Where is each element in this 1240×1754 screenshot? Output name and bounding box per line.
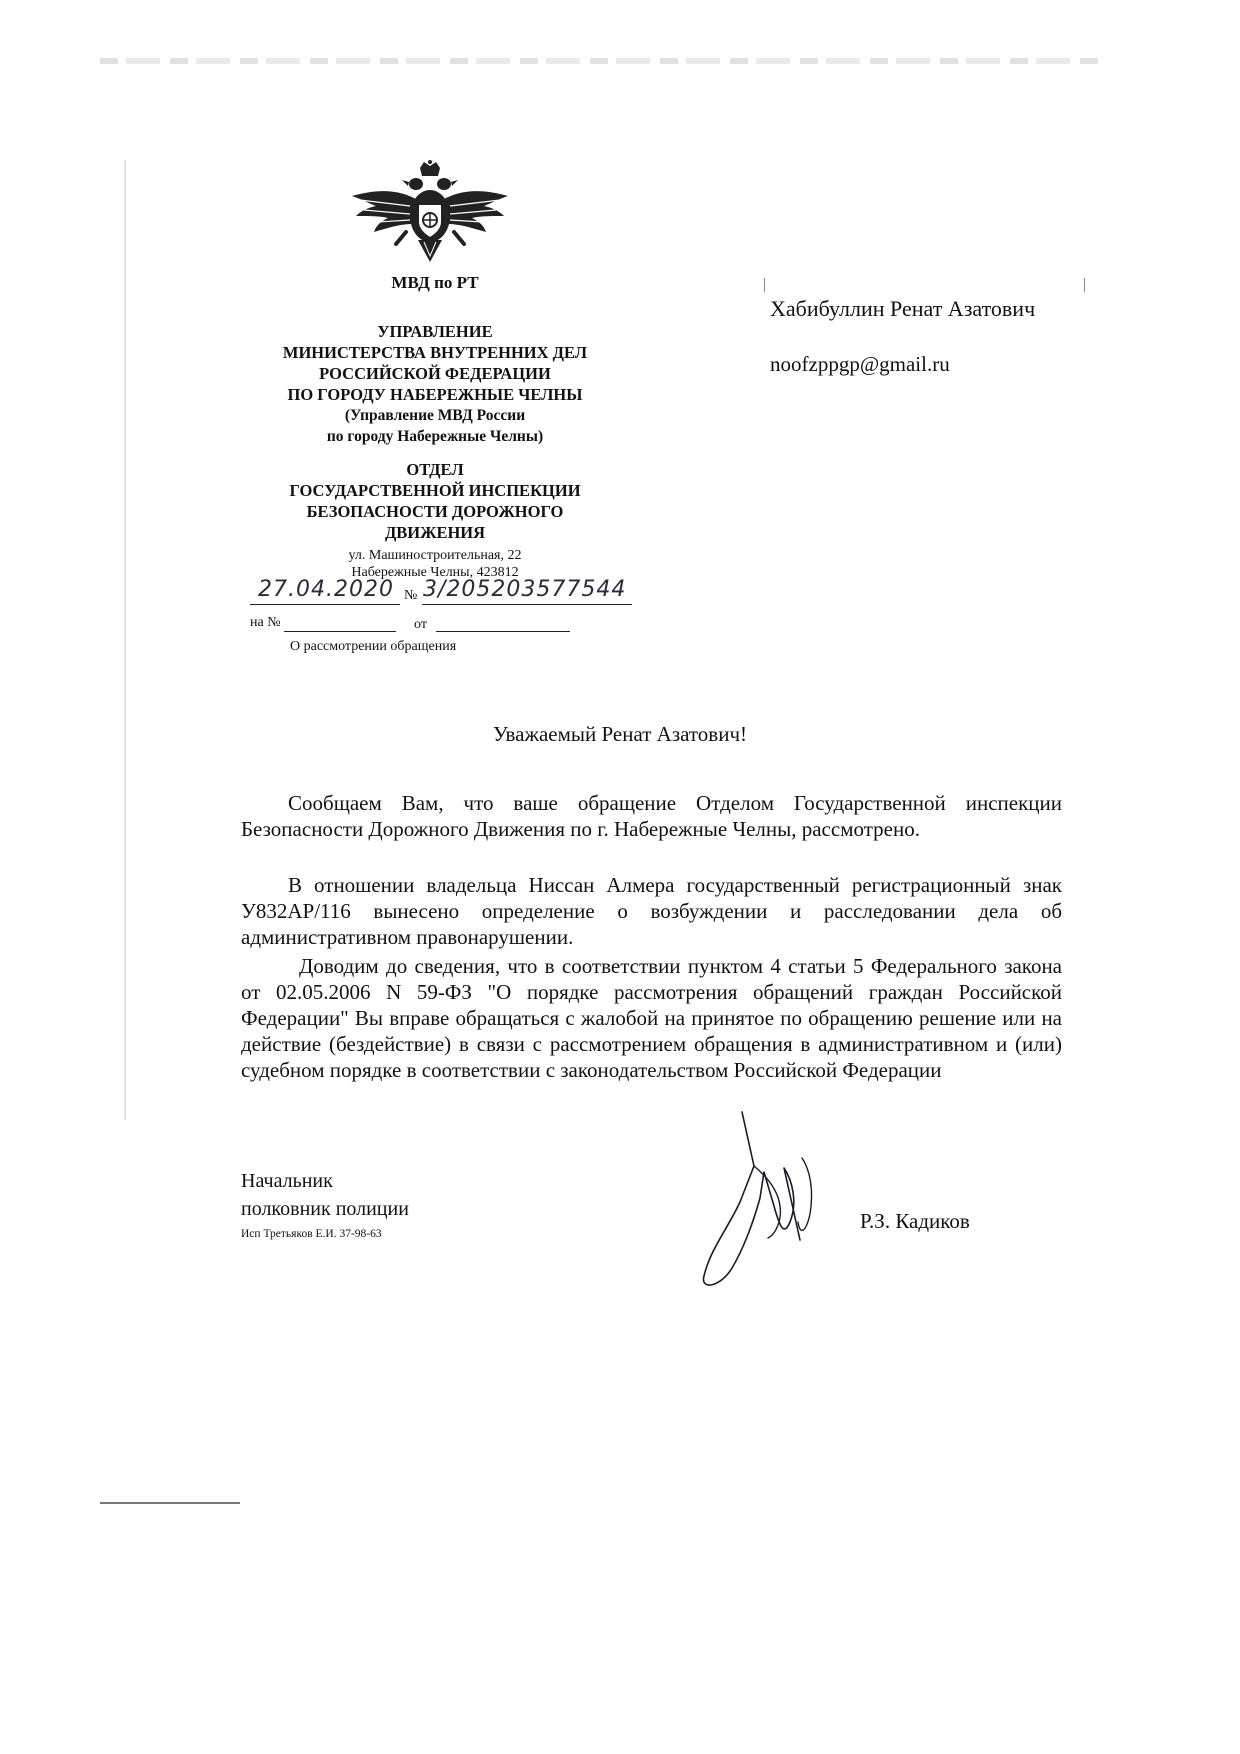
division-line: ГОСУДАРСТВЕННОЙ ИНСПЕКЦИИ bbox=[289, 481, 581, 500]
scan-edge-artifact bbox=[100, 58, 1100, 64]
handwritten-signature bbox=[680, 1110, 860, 1290]
recipient-email: noofzppgp@gmail.ru bbox=[770, 352, 950, 376]
department-line: МИНИСТЕРСТВА ВНУТРЕННИХ ДЕЛ bbox=[282, 343, 588, 362]
number-sign: № bbox=[404, 588, 418, 603]
division-line: БЕЗОПАСНОСТИ ДОРОЖНОГО bbox=[306, 502, 564, 521]
executor-info: Исп Третьяков Е.И. 37-98-63 bbox=[241, 1228, 382, 1240]
letter-paragraph: Доводим до сведения, что в соответствии пунктом 4 статьи 5 Федерального закона от 02.05.2006 N 59-ФЗ "О порядке рассмотрения обращений граждан Российской Федерации" Вы вправе обращаться с жалобой на принятое по обращению решение или на действие (бездействие) в связи с рассмотрением обращения в административном и (или) судебном порядке в соответствии с законодательством Российской Федерации bbox=[241, 954, 1062, 1082]
division-line: ДВИЖЕНИЯ bbox=[384, 523, 486, 542]
letter-paragraph: В отношении владельца Ниссан Алмера государственный регистрационный знак У832АР/116 вынесено определение о возбуждении и расследовании дела об административном правонарушении. bbox=[241, 873, 1062, 949]
letter-subject: О рассмотрении обращения bbox=[290, 639, 457, 654]
from-underline bbox=[436, 631, 570, 632]
scan-edge-artifact bbox=[124, 160, 126, 1120]
department-sub-line: по городу Набережные Челны) bbox=[326, 428, 544, 445]
division-name bbox=[240, 459, 630, 543]
scan-tick-mark bbox=[764, 278, 765, 292]
double-headed-eagle-emblem-icon bbox=[340, 160, 520, 270]
signer-rank: полковник полиции bbox=[241, 1198, 409, 1220]
department-sub-line: (Управление МВД России bbox=[344, 407, 526, 424]
handwritten-date: 27.04.2020 bbox=[258, 577, 394, 602]
department-line: РОССИЙСКОЙ ФЕДЕРАЦИИ bbox=[319, 364, 551, 383]
from-label: от bbox=[414, 617, 427, 632]
address-line: ул. Машиностроительная, 22 bbox=[348, 548, 522, 563]
number-underline bbox=[422, 604, 632, 605]
department-name bbox=[240, 321, 630, 405]
recipient-name: Хабибуллин Ренат Азатович bbox=[770, 296, 1036, 321]
department-line: УПРАВЛЕНИЕ bbox=[377, 322, 493, 341]
date-underline bbox=[250, 604, 400, 605]
scan-edge-line bbox=[100, 1502, 240, 1504]
division-line: ОТДЕЛ bbox=[406, 460, 464, 479]
letter-paragraph: Сообщаем Вам, что ваше обращение Отделом Государственной инспекции Безопасности Дорожного Движения по г. Набережные Челны, рассмотрено. bbox=[241, 791, 1062, 841]
signer-position: Начальник bbox=[241, 1170, 333, 1192]
department-short-name bbox=[240, 405, 630, 447]
reply-to-underline bbox=[284, 631, 396, 632]
salutation: Уважаемый Ренат Азатович! bbox=[492, 722, 747, 746]
agency-short-name: МВД по РТ bbox=[391, 273, 479, 292]
department-line: ПО ГОРОДУ НАБЕРЕЖНЫЕ ЧЕЛНЫ bbox=[287, 385, 583, 404]
signer-name: Р.З. Кадиков bbox=[860, 1209, 970, 1233]
reply-to-label: на № bbox=[250, 615, 281, 630]
sender-address bbox=[240, 547, 630, 581]
scan-tick-mark bbox=[1084, 278, 1085, 292]
handwritten-outgoing-number: 3/205203577544 bbox=[423, 577, 627, 602]
address-line: Набережные Челны, 423812 bbox=[351, 565, 519, 580]
